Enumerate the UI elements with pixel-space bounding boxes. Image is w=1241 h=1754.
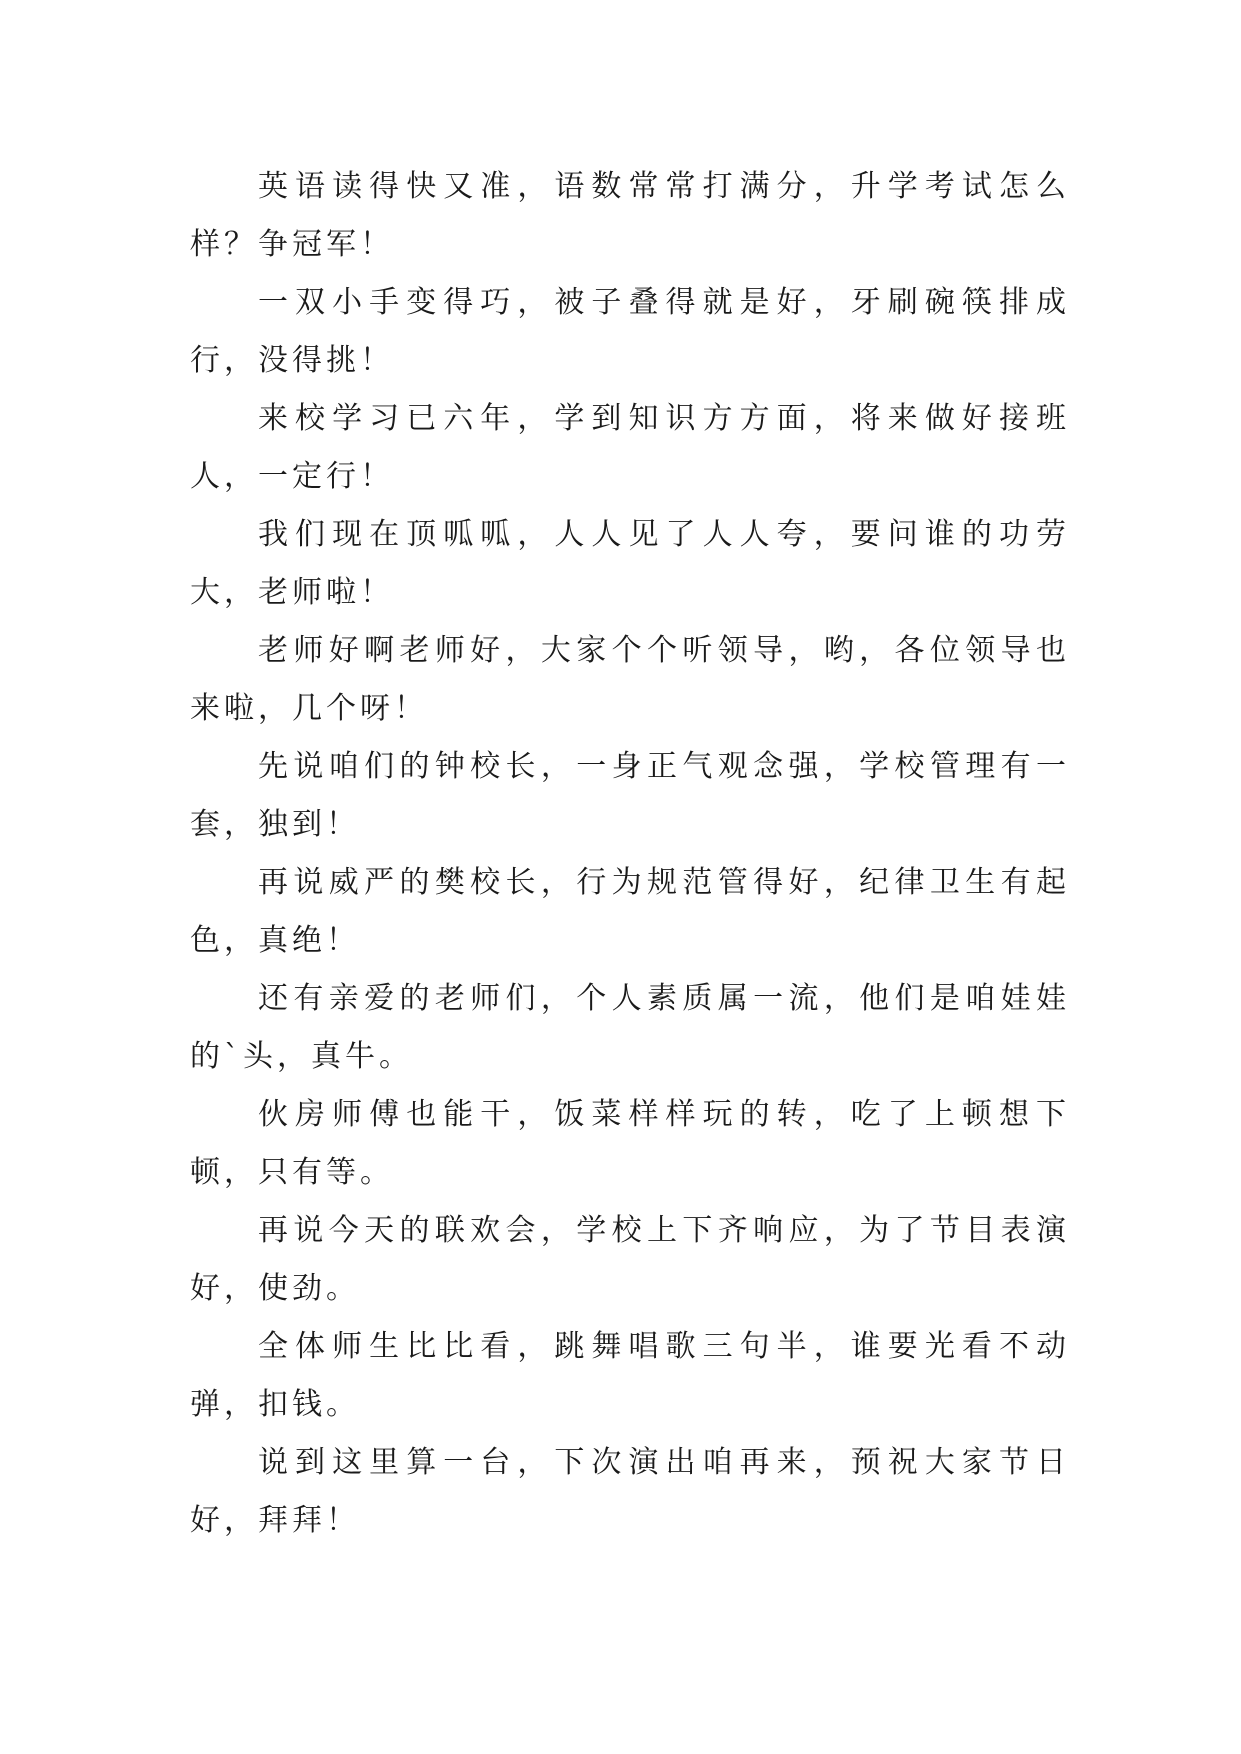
paragraph: 还有亲爱的老师们，个人素质属一流，他们是咱娃娃的`头，真牛。 — [190, 981, 1070, 1074]
paragraph: 说到这里算一台，下次演出咱再来，预祝大家节日好，拜拜！ — [190, 1445, 1070, 1538]
paragraph: 来校学习已六年，学到知识方方面，将来做好接班人，一定行！ — [190, 401, 1070, 494]
paragraph: 再说今天的联欢会，学校上下齐响应，为了节目表演好，使劲。 — [190, 1213, 1070, 1306]
paragraph: 我们现在顶呱呱，人人见了人人夸，要问谁的功劳大，老师啦！ — [190, 517, 1070, 610]
paragraph: 先说咱们的钟校长，一身正气观念强，学校管理有一套，独到！ — [190, 749, 1070, 842]
paragraph: 再说威严的樊校长，行为规范管得好，纪律卫生有起色，真绝！ — [190, 865, 1070, 958]
document-body — [190, 158, 1070, 1550]
paragraph: 老师好啊老师好，大家个个听领导，哟，各位领导也来啦，几个呀！ — [190, 633, 1070, 726]
paragraph: 伙房师傅也能干，饭菜样样玩的转，吃了上顿想下顿，只有等。 — [190, 1097, 1070, 1190]
paragraph: 一双小手变得巧，被子叠得就是好，牙刷碗筷排成行，没得挑！ — [190, 285, 1070, 378]
paragraph: 英语读得快又准，语数常常打满分，升学考试怎么样？争冠军！ — [190, 169, 1070, 262]
paragraph: 全体师生比比看，跳舞唱歌三句半，谁要光看不动弹，扣钱。 — [190, 1329, 1070, 1422]
